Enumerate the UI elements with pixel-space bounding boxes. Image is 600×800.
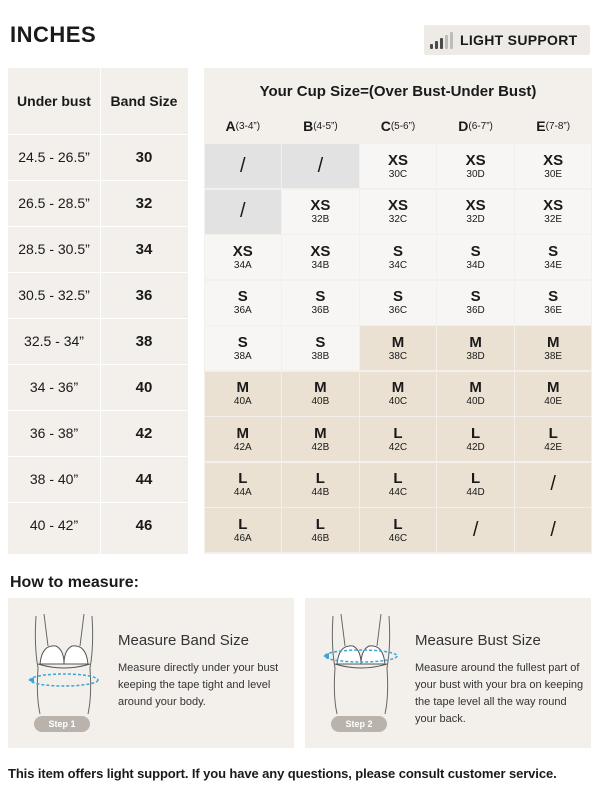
- under-bust-value: 38 - 40”: [29, 471, 79, 487]
- bra-size-code: 40A: [233, 396, 252, 407]
- page-title: INCHES: [10, 22, 97, 47]
- not-available-mark: /: [550, 518, 556, 541]
- cup-header-b: B (4-5”): [303, 118, 338, 134]
- band-row: [8, 502, 188, 547]
- bra-size-code: 30C: [388, 168, 408, 180]
- band-size-value: 42: [135, 424, 153, 442]
- cup-size-cell: [282, 144, 359, 188]
- bra-size-code: 46C: [388, 532, 408, 544]
- band-size-value: 32: [135, 194, 153, 212]
- under-bust-value: 24.5 - 26.5”: [18, 149, 90, 165]
- bra-size-code: 36E: [544, 305, 563, 316]
- bra-size-code: 34E: [544, 259, 563, 271]
- cup-size-cell: [282, 463, 359, 507]
- size-label: XS: [543, 197, 564, 214]
- size-label: S: [315, 288, 326, 305]
- bra-size-code: 30E: [544, 168, 563, 180]
- size-label: S: [237, 288, 248, 305]
- cup-size-cell: [437, 417, 514, 461]
- size-label: M: [236, 424, 250, 442]
- band-row: [8, 456, 188, 501]
- size-label: S: [548, 242, 559, 260]
- cup-size-cell: [360, 281, 437, 325]
- support-level-badge: [424, 25, 590, 55]
- size-label: M: [469, 379, 482, 396]
- size-label: S: [315, 333, 326, 351]
- band-size-header: Band Size: [110, 93, 178, 109]
- cup-size-cell: [360, 463, 437, 507]
- size-label: M: [314, 379, 327, 396]
- bra-size-code: 42E: [544, 441, 563, 453]
- size-label: L: [238, 470, 248, 487]
- bra-size-code: 38D: [466, 350, 485, 362]
- size-label: L: [315, 515, 325, 533]
- under-bust-value: 32.5 - 34”: [24, 333, 84, 349]
- bra-size-code: 38A: [233, 350, 252, 362]
- size-label: S: [392, 242, 403, 260]
- size-label: L: [315, 470, 325, 487]
- cup-size-cell: [515, 463, 592, 507]
- cup-size-cell: [282, 372, 359, 416]
- step-2-description: Measure around the fullest part of your bust with your bra on keeping the tape level all the way round your back.: [415, 662, 584, 725]
- band-row: [8, 226, 188, 271]
- size-label: L: [393, 470, 403, 487]
- size-label: M: [236, 379, 250, 396]
- under-bust-value: 28.5 - 30.5”: [18, 241, 90, 257]
- size-label: XS: [387, 151, 408, 169]
- cup-size-cell: [360, 326, 437, 370]
- step-2-card: [305, 598, 591, 748]
- cup-size-cell: [360, 417, 437, 461]
- under-bust-value: 30.5 - 32.5”: [18, 287, 90, 303]
- cup-size-cell: [282, 508, 359, 552]
- band-size-value: 44: [135, 470, 153, 488]
- cup-size-cell: [205, 372, 282, 416]
- cup-size-cell: [360, 372, 437, 416]
- bra-size-code: 32E: [544, 214, 563, 225]
- bra-size-code: 36C: [388, 305, 408, 316]
- bra-size-code: 42B: [311, 441, 330, 453]
- cup-size-cell: [205, 508, 282, 552]
- under-bust-value: 40 - 42”: [29, 517, 79, 533]
- cup-size-cell: [515, 417, 592, 461]
- band-row: [8, 134, 188, 179]
- cup-size-cell: [282, 235, 359, 279]
- band-row: [8, 272, 188, 317]
- bra-size-code: 40B: [311, 396, 330, 407]
- under-bust-value: 36 - 38”: [29, 425, 79, 441]
- band-size-value: 30: [135, 148, 153, 166]
- how-to-measure-title: How to measure:: [10, 574, 139, 591]
- cup-header-e: E (7-8”): [536, 118, 571, 134]
- size-label: S: [237, 333, 248, 351]
- bra-size-code: 42D: [466, 441, 485, 453]
- bra-size-code: 32D: [466, 214, 485, 225]
- cup-size-cell: [360, 144, 437, 188]
- bra-size-code: 34C: [388, 259, 408, 271]
- bra-size-code: 36D: [466, 305, 485, 316]
- cup-size-cell: [515, 190, 592, 234]
- band-row: [8, 410, 188, 455]
- size-label: XS: [310, 197, 331, 214]
- cup-size-cell: [360, 190, 437, 234]
- size-label: S: [548, 288, 559, 305]
- cup-size-cell: [205, 235, 282, 279]
- step-1-description: Measure directly under your bust keeping the tape tight and level around your body.: [118, 662, 279, 708]
- bra-size-code: 44C: [388, 487, 408, 498]
- bra-size-code: 36A: [233, 305, 252, 316]
- cup-size-cell: [437, 190, 514, 234]
- signal-bars-icon: [430, 31, 453, 49]
- cup-size-cell: [205, 190, 282, 234]
- under-bust-header: Under bust: [17, 93, 91, 109]
- bra-size-code: 42C: [388, 441, 408, 453]
- cup-size-cell: [437, 235, 514, 279]
- size-label: XS: [387, 197, 408, 214]
- cup-size-cell: [515, 144, 592, 188]
- band-size-value: 38: [135, 332, 153, 350]
- cup-size-cell: [515, 281, 592, 325]
- size-label: L: [471, 470, 481, 487]
- support-footer-note: This item offers light support. If you have any questions, please consult customer service.: [8, 766, 557, 781]
- size-label: L: [548, 424, 558, 442]
- step-2-heading: Measure Bust Size: [415, 632, 541, 649]
- bra-size-code: 34B: [311, 259, 330, 271]
- bra-band-measure-illustration: [18, 606, 110, 718]
- cup-size-cell: [437, 326, 514, 370]
- cup-size-cell: [282, 417, 359, 461]
- band-row: [8, 364, 188, 409]
- bra-size-code: 40D: [466, 396, 485, 407]
- cup-header-a: A (3-4”): [225, 118, 261, 134]
- cup-size-cell: [437, 508, 514, 552]
- bra-size-code: 30D: [466, 168, 485, 180]
- bra-size-code: 36B: [311, 305, 330, 316]
- step-2-badge: Step 2: [331, 716, 387, 732]
- bra-size-code: 34D: [466, 259, 485, 271]
- not-available-mark: /: [240, 154, 246, 177]
- bra-size-code: 40C: [388, 396, 408, 407]
- cup-size-cell: [515, 372, 592, 416]
- size-label: M: [546, 333, 560, 351]
- bra-size-code: 42A: [233, 441, 252, 453]
- cup-size-cell: [282, 190, 359, 234]
- cup-size-cell: [437, 372, 514, 416]
- bra-size-code: 44B: [311, 487, 330, 498]
- bra-size-code: 38B: [311, 350, 330, 362]
- cup-size-cell: [360, 235, 437, 279]
- band-size-table: [8, 68, 188, 554]
- cup-size-table: [204, 68, 592, 554]
- cup-size-cell: [205, 144, 282, 188]
- cup-column-headers: [204, 114, 592, 138]
- bra-size-code: 32B: [311, 214, 330, 225]
- bra-size-code: 34A: [233, 259, 252, 271]
- cup-size-cell: [515, 508, 592, 552]
- bra-size-code: 32C: [388, 214, 408, 225]
- band-row: [8, 318, 188, 363]
- cup-size-cell: [205, 281, 282, 325]
- size-label: M: [469, 333, 482, 351]
- bra-size-code: 46A: [233, 532, 252, 544]
- band-size-value: 36: [135, 286, 153, 304]
- bra-size-code: 38E: [544, 350, 563, 362]
- size-label: L: [393, 424, 403, 442]
- cup-size-cell: [205, 326, 282, 370]
- cup-header-c: C (5-6”): [380, 118, 416, 134]
- size-label: XS: [465, 197, 486, 214]
- step-1-card: [8, 598, 294, 748]
- size-label: L: [471, 424, 481, 442]
- size-label: L: [393, 515, 403, 533]
- support-label: LIGHT SUPPORT: [460, 32, 578, 48]
- band-row: [8, 180, 188, 225]
- size-label: XS: [465, 151, 486, 169]
- cup-size-cell: [282, 281, 359, 325]
- size-label: XS: [232, 242, 253, 260]
- under-bust-value: 26.5 - 28.5”: [18, 195, 90, 211]
- band-size-value: 34: [135, 240, 153, 258]
- cup-size-cell: [515, 326, 592, 370]
- band-size-value: 46: [135, 516, 153, 534]
- band-table-header: [8, 68, 188, 134]
- size-label: M: [391, 333, 405, 351]
- bra-size-code: 46B: [311, 532, 330, 544]
- step-1-badge: Step 1: [34, 716, 90, 732]
- cup-size-cell: [282, 326, 359, 370]
- bra-size-code: 40E: [544, 396, 563, 407]
- size-label: S: [392, 288, 403, 305]
- size-label: XS: [310, 242, 331, 260]
- band-size-value: 40: [135, 378, 153, 396]
- size-label: L: [238, 515, 248, 533]
- size-label: XS: [543, 151, 564, 169]
- not-available-mark: /: [472, 518, 479, 541]
- size-label: M: [391, 379, 405, 396]
- step-1-heading: Measure Band Size: [118, 632, 249, 649]
- under-bust-value: 34 - 36”: [29, 379, 79, 395]
- size-label: S: [470, 242, 481, 260]
- cup-size-cell: [515, 235, 592, 279]
- cup-size-cell: [205, 463, 282, 507]
- cup-header-d: D (6-7”): [458, 118, 493, 134]
- cup-size-cell: [205, 417, 282, 461]
- bra-size-code: 44D: [466, 487, 485, 498]
- bra-size-code: 38C: [388, 350, 408, 362]
- cup-size-cell: [360, 508, 437, 552]
- size-label: M: [546, 379, 560, 396]
- not-available-mark: /: [240, 200, 246, 222]
- size-label: M: [314, 424, 327, 442]
- cup-size-cell: [437, 463, 514, 507]
- bra-size-code: 44A: [233, 487, 252, 498]
- size-label: S: [470, 288, 481, 305]
- bra-bust-measure-illustration: [315, 606, 407, 718]
- cup-size-title: Your Cup Size=(Over Bust-Under Bust): [259, 82, 537, 100]
- cup-size-cell: [437, 281, 514, 325]
- not-available-mark: /: [317, 154, 324, 177]
- cup-size-cell: [437, 144, 514, 188]
- not-available-mark: /: [550, 473, 556, 495]
